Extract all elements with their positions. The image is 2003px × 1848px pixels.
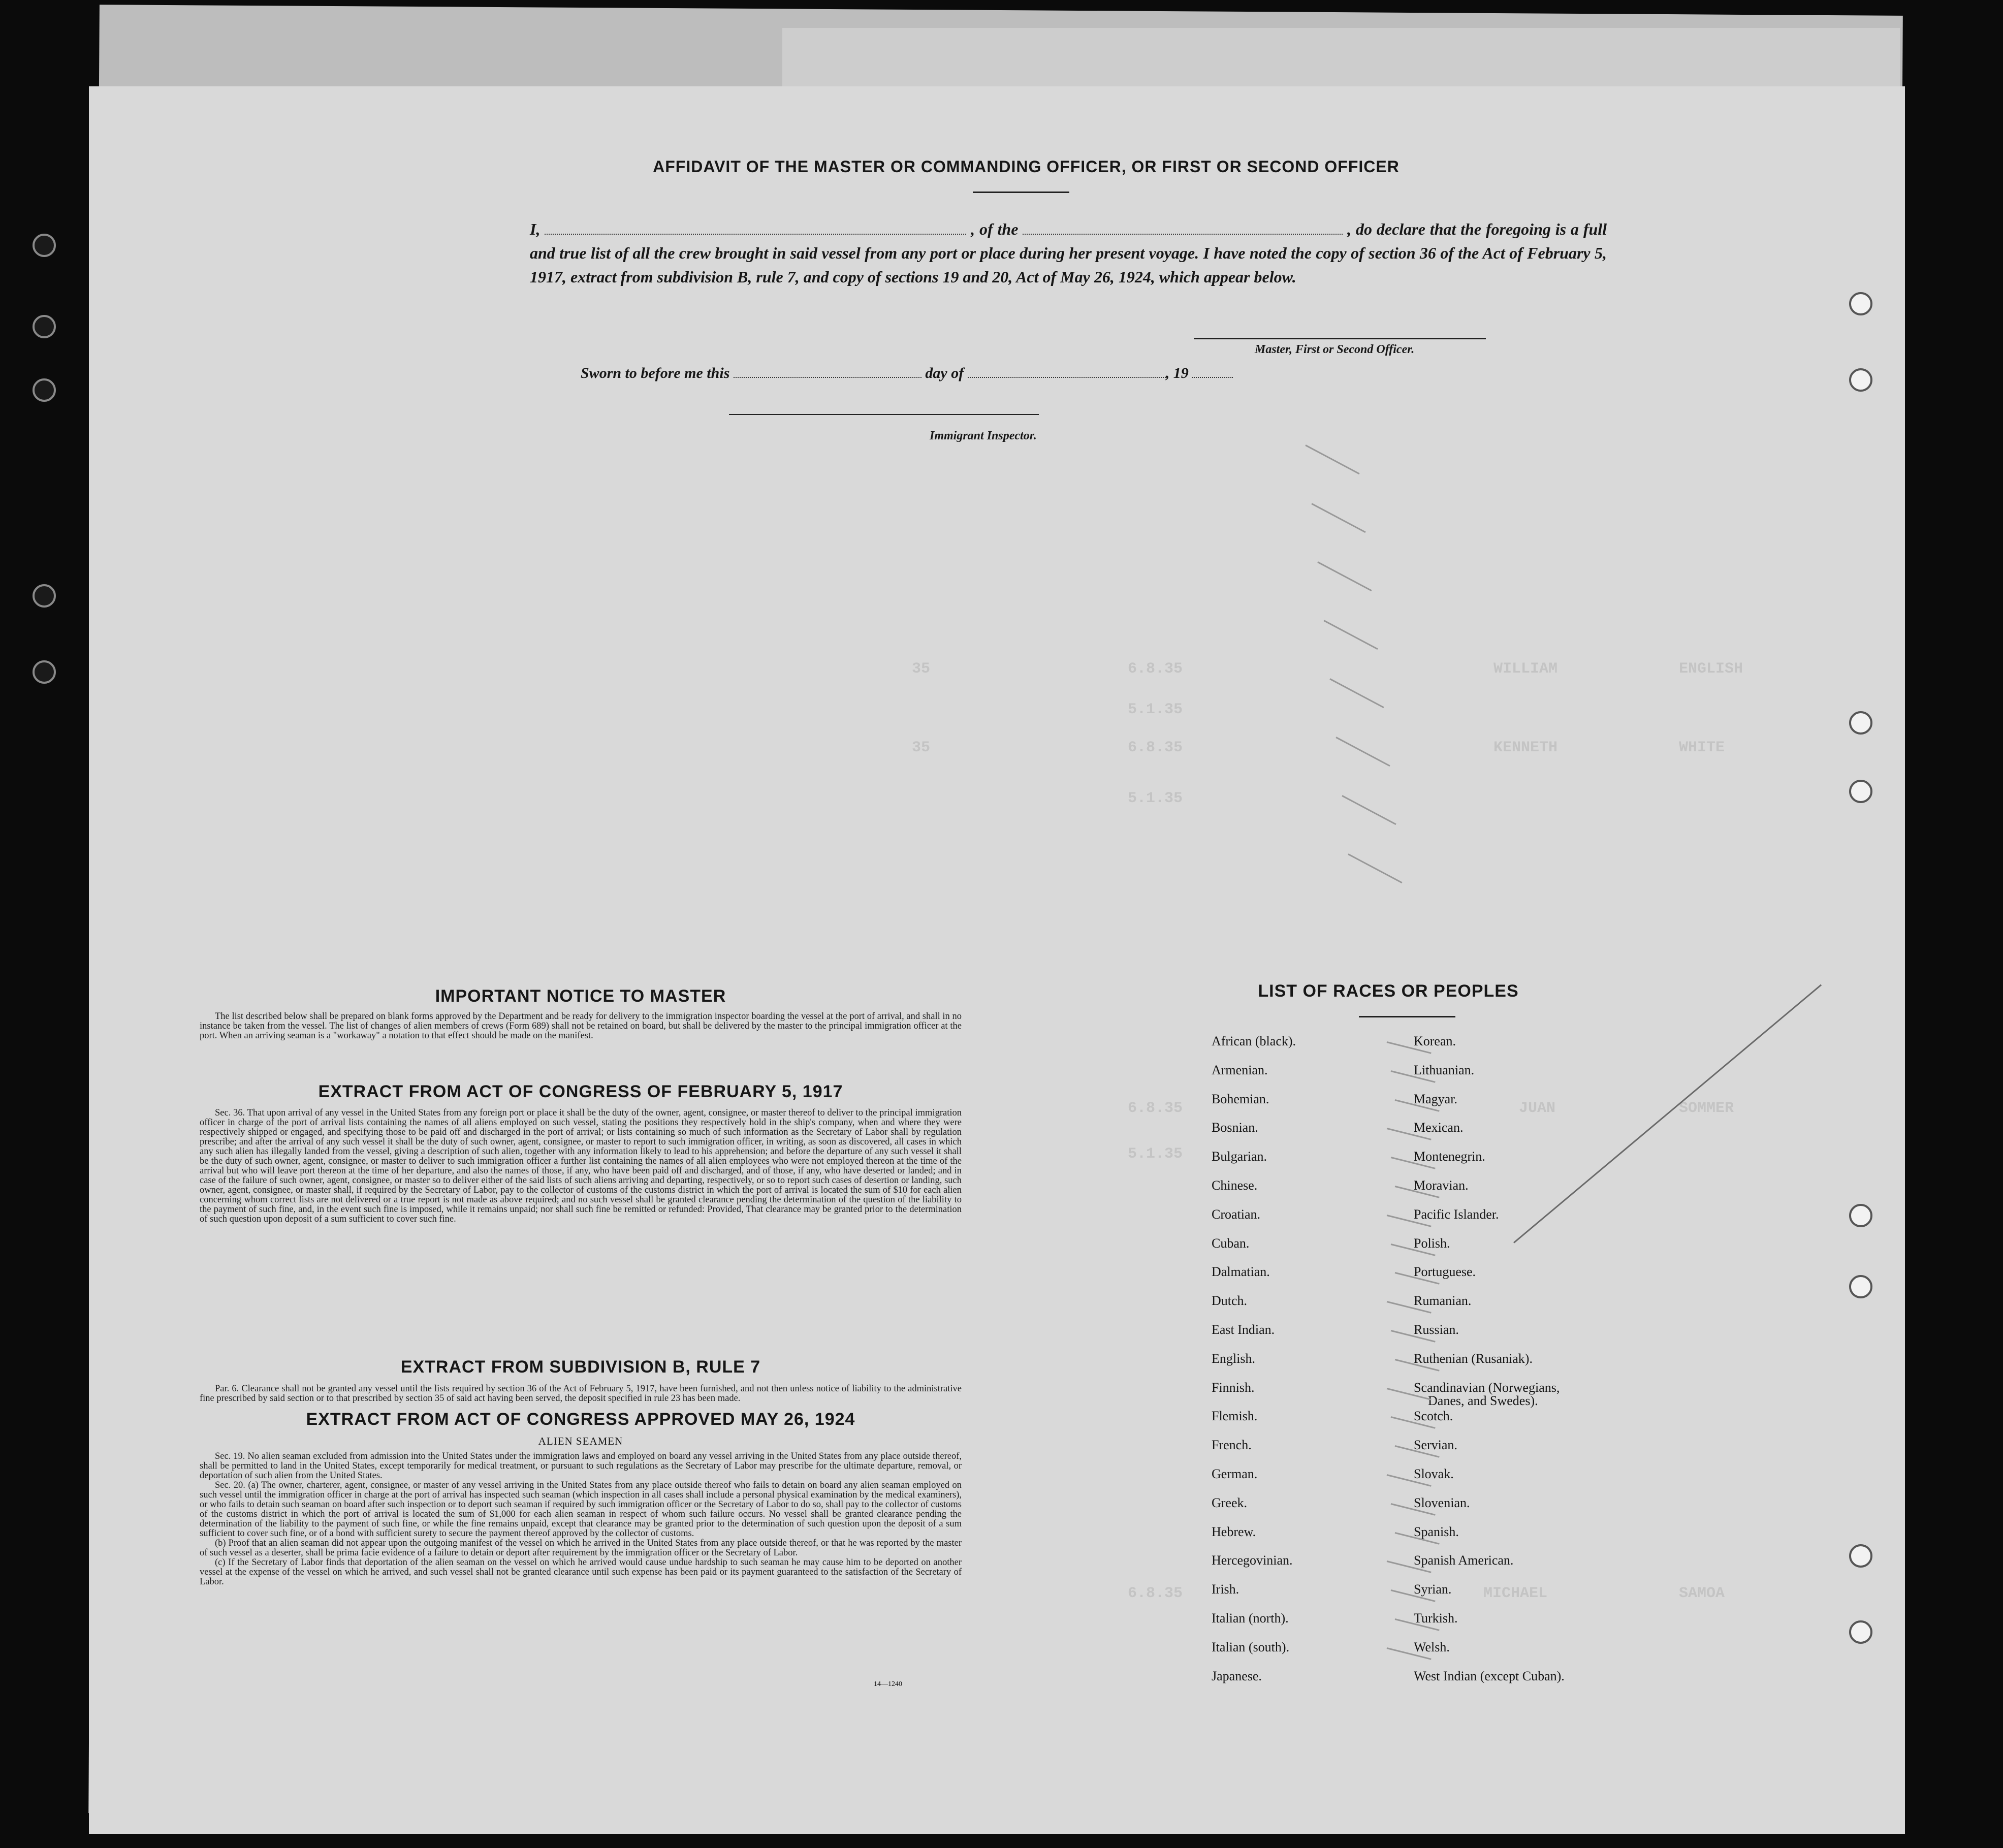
master-signature-line[interactable] — [1194, 338, 1486, 339]
binder-hole — [33, 584, 56, 608]
bleed-through-text: JUAN — [1519, 1100, 1556, 1117]
bleed-through-text: 35 — [912, 739, 931, 756]
notice-text — [200, 1012, 962, 1041]
race-item: Servian. — [1414, 1438, 1457, 1453]
race-item: Moravian. — [1414, 1178, 1469, 1193]
binder-hole — [1849, 780, 1872, 803]
bleed-through-text: 5.1.35 — [1128, 790, 1183, 807]
race-item: Welsh. — [1414, 1639, 1450, 1654]
affidavit-i: I, — [530, 220, 541, 238]
scrawl-mark — [1336, 737, 1390, 767]
race-item: Pacific Islander. — [1414, 1206, 1499, 1222]
race-item: Scandinavian (Norwegians, — [1414, 1380, 1560, 1395]
extract-1917-text — [200, 1108, 962, 1224]
bleed-through-text: KENNETH — [1493, 739, 1558, 756]
race-item: Turkish. — [1414, 1611, 1458, 1626]
affidavit-title: AFFIDAVIT OF THE MASTER OR COMMANDING OFFICER, OR FIRST OR SECOND OFFICER — [653, 157, 1400, 176]
race-item: Dalmatian. — [1212, 1264, 1270, 1280]
section-20c-paragraph: (c) If the Secretary of Labor finds that deportation of the alien seaman on the vessel on which he arrived would cause undue hardship to such seaman he may cause him to be deported on another vessel at the expense of the vessel on which he arrived, and such vessel shall not be granted clearance until such expense has been paid or its payment guaranteed to the satisfaction of the Secretary of Labor. — [200, 1557, 962, 1587]
extract-rule7-title: EXTRACT FROM SUBDIVISION B, RULE 7 — [400, 1357, 761, 1377]
form-number: 14—1240 — [874, 1680, 902, 1688]
binder-hole — [1849, 1544, 1872, 1568]
scrawl-mark — [1348, 853, 1402, 883]
affidavit-of-the: , of the — [971, 220, 1019, 238]
race-item: Dutch. — [1212, 1293, 1248, 1309]
scrawl-mark — [1317, 561, 1372, 591]
inspector-signature-line[interactable] — [729, 414, 1039, 415]
race-item: Bosnian. — [1212, 1120, 1258, 1135]
title-rule — [973, 192, 1069, 193]
binder-hole — [1849, 1204, 1872, 1227]
bleed-through-text: 6.8.35 — [1128, 660, 1183, 678]
form-page — [89, 86, 1905, 1834]
race-item: Portuguese. — [1414, 1264, 1476, 1280]
scrawl-mark — [1305, 444, 1359, 474]
binder-hole — [33, 234, 56, 257]
extract-rule7-text — [200, 1384, 962, 1404]
sworn-year-field[interactable] — [1192, 365, 1233, 378]
master-name-field[interactable] — [545, 221, 966, 235]
race-item: Spanish. — [1414, 1524, 1459, 1539]
bleed-through-text: 35 — [912, 660, 931, 678]
race-item: Greek. — [1212, 1495, 1248, 1510]
sworn-day-field[interactable] — [734, 365, 921, 378]
sworn-prefix: Sworn to before me this — [581, 365, 730, 381]
race-item: Finnish. — [1212, 1380, 1255, 1395]
affidavit-text — [530, 217, 1607, 289]
section-20a-paragraph: Sec. 20. (a) The owner, charterer, agent, consignee, or master of any vessel arriving in the United States from any place outside thereof who fails to detain on board any alien seaman employed on such vessel until the immigration officer in charge at the port of arrival has inspected such seaman (which inspection in all cases shall include a personal physical examination by the medical examiners), or who fails to detain such seaman on board after such inspection or to deport such seaman if required by such immigration officer or the Secretary of Labor to do so, shall pay to the collector of customs of the customs district in which the port of arrival is located the sum of $1,000 for each alien seaman in respect of whom such failure occurs. No vessel shall be granted clearance pending the determination of the liability to the payment of such fine, or while the fine remains unpaid, except that clearance may be granted prior to the determination of such question upon the deposit of a sum sufficient to cover such fine, or of a bond with sufficient surety to secure the payment thereof approved by the collector of customs. — [200, 1480, 962, 1539]
race-item: Russian. — [1414, 1322, 1459, 1337]
binder-hole — [33, 660, 56, 684]
section-36-paragraph: Sec. 36. That upon arrival of any vessel in the United States from any foreign port or place it shall be the duty of the owner, agent, consignee, or master thereof to deliver to the principal immigration officer in charge of the port of arrival lists containing the names of all aliens employed on such vessel, stating the positions they respectively hold in the ship's company, when and where they were respectively shipped or engaged, and specifying those to be paid off and discharged in the port of arrival; or lists containing so much of such information as the Secretary of Labor shall by regulation prescribe; and after the arrival of any such vessel it shall be the duty of such owner, agent, consignee, or master to report to such immigration officer, in writing, as soon as discovered, all cases in which any such alien has illegally landed from the vessel, giving a description of such alien, together with any information likely to lead to his apprehension; and before the departure of any such vessel it shall be the duty of such owner, agent, consignee, or master to deliver to such immigration officer a further list containing the names of all alien employees who were not employed thereon at the time of the arrival but who will leave port thereon at the time of her departure, and also the names of those, if any, who have been paid off and discharged, and of those, if any, who have deserted or landed; and in case of the failure of such owner, agent, consignee, or master so to deliver either of the said lists of such aliens arriving and departing, respectively, or so to report such cases of desertion or landing, such owner, agent, consignee, or master shall, if required by the Secretary of Labor, pay to the collector of customs of the customs district in which the port of arrival is located the sum of $10 for each alien concerning whom correct lists are not delivered or a true report is not made as above required; and no such vessel shall be granted clearance pending the determination of the question of the liability to the payment of such fine, and, in the event such fine is imposed, while it remains unpaid; nor shall such fine be remitted or refunded: Provided, That clearance may be granted prior to the determination of such question upon deposit of a sum sufficient to cover such fine. — [200, 1108, 962, 1224]
sworn-year: , 19 — [1165, 365, 1189, 381]
race-item: Slovak. — [1414, 1467, 1454, 1481]
extract-1924-title: EXTRACT FROM ACT OF CONGRESS APPROVED MAY 26, 1924 — [306, 1410, 855, 1429]
scrawl-mark — [1329, 678, 1384, 708]
race-item: Spanish American. — [1414, 1553, 1514, 1568]
race-item: Cuban. — [1212, 1235, 1250, 1251]
scrawl-mark — [1311, 503, 1365, 533]
race-item: English. — [1212, 1351, 1255, 1366]
races-title-rule — [1359, 1016, 1455, 1017]
bleed-through-text: 6.8.35 — [1128, 739, 1183, 756]
race-item: Chinese. — [1212, 1178, 1258, 1193]
race-item: Flemish. — [1212, 1409, 1258, 1424]
vessel-name-field[interactable] — [1023, 221, 1343, 235]
race-item: Montenegrin. — [1414, 1149, 1485, 1164]
scrawl-mark — [1323, 620, 1378, 650]
races-title: LIST OF RACES OR PEOPLES — [1258, 981, 1519, 1001]
race-item: Syrian. — [1414, 1582, 1452, 1597]
section-20b-paragraph: (b) Proof that an alien seaman did not appear upon the outgoing manifest of the vessel on which he arrived in the United States from any place outside thereof, or that he was reported by the master of such vessel as a deserter, shall be prima facie evidence of a failure to detain or deport after requirement by the immigration officer or the Secretary of Labor. — [200, 1538, 962, 1558]
bleed-through-text: SAMOA — [1679, 1585, 1725, 1602]
binder-hole — [33, 378, 56, 402]
notice-paragraph: The list described below shall be prepared on blank forms approved by the Department and be ready for delivery to the immigration inspector boarding the vessel at the port of arrival, and shall in no instance be taken from the vessel. The list of changes of alien members of crews (Form 689) shall not be retained on board, but shall be delivered by the master to the principal immigration officer at the port. When an arriving seaman is a "workaway" a notation to that effect should be made on the manifest. — [200, 1011, 962, 1041]
race-item: Polish. — [1414, 1235, 1450, 1251]
race-item: Rumanian. — [1414, 1293, 1472, 1309]
scrawl-mark — [1342, 795, 1396, 825]
race-item: Croatian. — [1212, 1206, 1261, 1222]
sworn-month-field[interactable] — [968, 365, 1166, 378]
race-item: East Indian. — [1212, 1322, 1275, 1337]
bleed-through-text: 5.1.35 — [1128, 701, 1183, 718]
race-item: African (black). — [1212, 1034, 1296, 1048]
race-item: German. — [1212, 1467, 1258, 1481]
race-item: Bulgarian. — [1212, 1149, 1267, 1164]
alien-seamen-subtitle: ALIEN SEAMEN — [538, 1435, 623, 1447]
affidavit-do-declare: , do declare — [1347, 220, 1425, 238]
affidavit-body: that the foregoing is a full and true list of all the crew brought in said vessel from any port or place during her present voyage. I have noted the copy of section 36 of the Act of February 5, 1917, extract from subdivision B, rule 7, and copy of sections 19 and 20, Act of May 26, 1924, which appear below. — [530, 220, 1607, 286]
bleed-through-text: WILLIAM — [1493, 660, 1558, 678]
race-item: Magyar. — [1414, 1091, 1457, 1106]
race-item: Bohemian. — [1212, 1091, 1269, 1106]
race-item: Scotch. — [1414, 1409, 1453, 1424]
bleed-through-text: WHITE — [1679, 739, 1725, 756]
race-item: Hercegovinian. — [1212, 1553, 1293, 1568]
race-item: Mexican. — [1414, 1120, 1464, 1135]
bleed-through-text: SOMMER — [1679, 1100, 1734, 1117]
extract-1924-text — [200, 1452, 962, 1587]
race-item: Korean. — [1414, 1034, 1456, 1048]
sworn-line — [581, 365, 1393, 382]
race-item: Italian (south). — [1212, 1639, 1290, 1654]
bleed-through-text: 6.8.35 — [1128, 1585, 1183, 1602]
section-19-paragraph: Sec. 19. No alien seaman excluded from admission into the United States under the immigration laws and employed on board any vessel arriving in the United States from any place outside thereof, shall be permitted to land in the United States, except temporarily for medical treatment, or pursuant to such regulations as the Secretary of Labor may prescribe for the ultimate departure, removal, or deportation of such alien from the United States. — [200, 1451, 962, 1481]
race-item: West Indian (except Cuban). — [1414, 1668, 1565, 1683]
binder-hole — [1849, 711, 1872, 735]
rule7-paragraph: Par. 6. Clearance shall not be granted any vessel until the lists required by section 36 of the Act of February 5, 1917, have been furnished, and not then unless notice of liability to the administrative fine prescribed by said section or to that prescribed by section 35 of said act having been served, the deposit specified in rule 23 has been made. — [200, 1384, 962, 1404]
race-item: Ruthenian (Rusaniak). — [1414, 1351, 1533, 1366]
race-item: Irish. — [1212, 1582, 1239, 1597]
race-item: Slovenian. — [1414, 1495, 1470, 1510]
race-item: Danes, and Swedes). — [1428, 1393, 1538, 1408]
race-item: Japanese. — [1212, 1668, 1262, 1683]
binder-hole — [33, 315, 56, 338]
inspector-signature-label: Immigrant Inspector. — [930, 429, 1037, 442]
sworn-day-of: day of — [925, 365, 964, 381]
master-signature-label: Master, First or Second Officer. — [1255, 343, 1415, 356]
race-item: Lithuanian. — [1414, 1062, 1475, 1077]
binder-hole — [1849, 1620, 1872, 1644]
binder-hole — [1849, 368, 1872, 392]
bleed-through-text: MICHAEL — [1483, 1585, 1548, 1602]
bleed-through-text: 5.1.35 — [1128, 1145, 1183, 1163]
bleed-through-text: 6.8.35 — [1128, 1100, 1183, 1117]
binder-hole — [1849, 292, 1872, 315]
race-item: Armenian. — [1212, 1062, 1268, 1077]
bleed-through-text: ENGLISH — [1679, 660, 1743, 678]
pen-mark-line — [1513, 984, 1822, 1244]
binder-hole — [1849, 1275, 1872, 1298]
race-item: Italian (north). — [1212, 1611, 1289, 1626]
notice-title: IMPORTANT NOTICE TO MASTER — [435, 986, 726, 1006]
race-item: Hebrew. — [1212, 1524, 1256, 1539]
race-item: French. — [1212, 1438, 1252, 1453]
extract-1917-title: EXTRACT FROM ACT OF CONGRESS OF FEBRUARY 5, 1917 — [318, 1082, 843, 1101]
